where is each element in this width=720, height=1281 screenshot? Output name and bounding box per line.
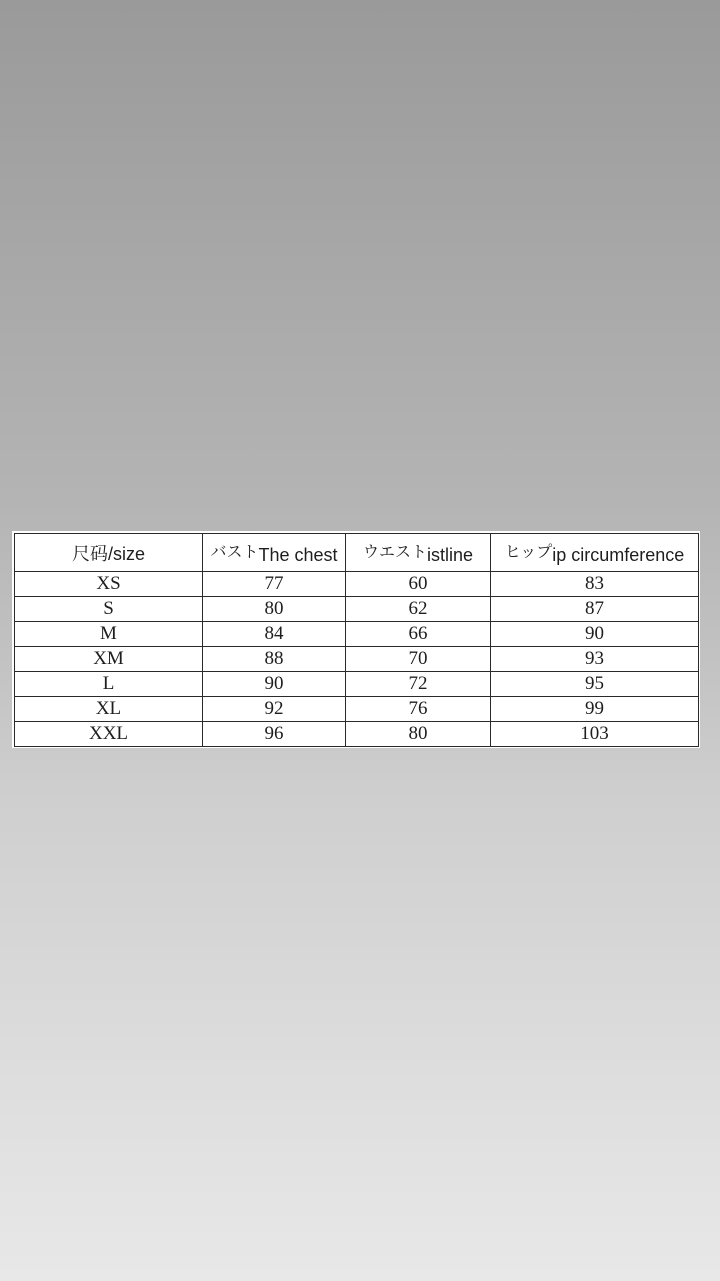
cell-chest: 80 <box>203 597 346 622</box>
header-hip-label: ip circumference <box>552 545 685 565</box>
cell-chest: 88 <box>203 647 346 672</box>
header-waist-label: istline <box>426 545 474 565</box>
cell-size: XXL <box>15 722 203 747</box>
cell-hip: 99 <box>491 697 699 722</box>
cell-hip: 83 <box>491 572 699 597</box>
table-row <box>15 672 699 697</box>
header-waist-jp: ウエスト <box>362 542 427 561</box>
cell-chest: 92 <box>203 697 346 722</box>
header-chest-jp: バスト <box>210 542 259 561</box>
size-chart-table <box>14 533 699 747</box>
table-row <box>15 572 699 597</box>
cell-chest: 84 <box>203 622 346 647</box>
cell-size: XM <box>15 647 203 672</box>
cell-hip: 95 <box>491 672 699 697</box>
cell-waist: 72 <box>346 672 491 697</box>
cell-hip: 103 <box>491 722 699 747</box>
cell-size: XL <box>15 697 203 722</box>
header-size-label: 尺码/size <box>71 543 145 564</box>
cell-size: XS <box>15 572 203 597</box>
cell-waist: 76 <box>346 697 491 722</box>
cell-chest: 77 <box>203 572 346 597</box>
header-size <box>15 534 203 572</box>
cell-size: L <box>15 672 203 697</box>
cell-waist: 70 <box>346 647 491 672</box>
table-row <box>15 697 699 722</box>
cell-hip: 87 <box>491 597 699 622</box>
header-waist <box>346 534 491 572</box>
cell-waist: 66 <box>346 622 491 647</box>
cell-chest: 90 <box>203 672 346 697</box>
size-chart-sheet <box>12 531 700 748</box>
cell-waist: 62 <box>346 597 491 622</box>
header-hip-jp: ヒップ <box>504 542 553 561</box>
cell-waist: 60 <box>346 572 491 597</box>
cell-hip: 93 <box>491 647 699 672</box>
table-row <box>15 722 699 747</box>
header-chest-label: The chest <box>258 545 338 565</box>
cell-size: M <box>15 622 203 647</box>
table-row <box>15 597 699 622</box>
table-header-row <box>15 534 699 572</box>
cell-chest: 96 <box>203 722 346 747</box>
table-row <box>15 622 699 647</box>
cell-hip: 90 <box>491 622 699 647</box>
cell-size: S <box>15 597 203 622</box>
table-row <box>15 647 699 672</box>
header-chest <box>203 534 346 572</box>
header-hip <box>491 534 699 572</box>
cell-waist: 80 <box>346 722 491 747</box>
